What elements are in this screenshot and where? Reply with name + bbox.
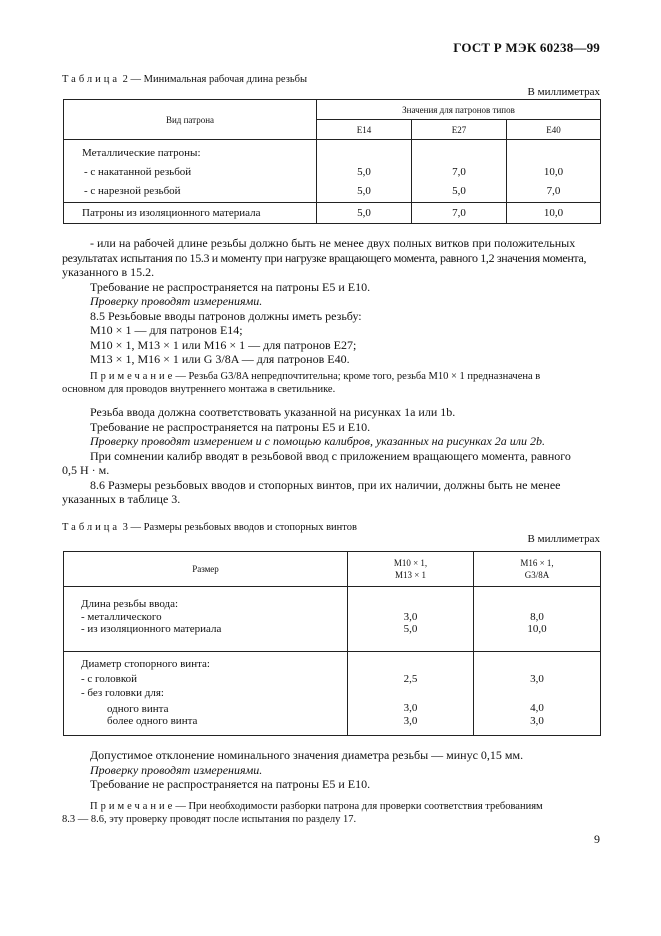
table3-head-col2 [474, 552, 601, 587]
table2-e40-values [507, 140, 601, 203]
note-2 [62, 800, 600, 826]
table2-row-label: - с нарезной резьбой [84, 185, 181, 197]
table3-units: В миллиметрах [527, 533, 600, 545]
table3 [63, 551, 601, 736]
table2-col-e14: E14 [317, 120, 412, 140]
body-block-3 [62, 748, 600, 792]
table2-row-label: - с накатанной резьбой [84, 166, 192, 178]
table3-group2-col1 [348, 652, 474, 736]
page-number: 9 [594, 832, 600, 846]
table2-row-label: Патроны из изоляционного материала [64, 203, 317, 224]
paragraph-line: M10 × 1 — для патронов E14; [90, 323, 243, 337]
table3-row-label: более одного винта [107, 715, 198, 727]
body-block-2 [62, 405, 600, 507]
table3-group2-col2 [474, 652, 601, 736]
table3-caption-text: 3 — Размеры резьбовых вводов и стопорных винтов [122, 522, 357, 533]
table3-cell: 2,5 [403, 672, 418, 685]
table3-group1-col2 [474, 587, 601, 652]
table3-group1-labels [64, 587, 348, 652]
paragraph-line: При сомнении калибр вводят в резьбовой ввод с приложением вращающего момента, равного [90, 448, 571, 463]
note-text: — Резьба G3/8A непредпочтительна; кроме того, резьба M10 × 1 предназначена в [175, 371, 541, 382]
paragraph-line: M10 × 1, M13 × 1 или M16 × 1 — для патронов E27; [90, 337, 357, 352]
table3-head-col2-line: M16 × 1, [520, 558, 554, 568]
paragraph-line: указанного в 15.2. [62, 265, 155, 279]
paragraph-line: - или на рабочей длине резьбы должно быть не менее двух полных витков при положительных [90, 236, 576, 250]
paragraph-line: M13 × 1, M16 × 1 или G 3/8A — для патронов E40. [90, 352, 350, 366]
table3-caption-word: Таблица [62, 522, 121, 533]
table3-row-label: - без головки для: [81, 687, 164, 699]
table2-col-e27: E27 [412, 120, 507, 140]
table3-caption [62, 522, 357, 533]
table2-cell: 7,0 [452, 166, 466, 178]
table2-cell: 7,0 [546, 185, 561, 197]
table3-head-col1-line: M10 × 1, [393, 558, 428, 568]
table2-cell: 5,0 [452, 185, 466, 197]
table2-row-labels [64, 140, 317, 203]
paragraph-line: Требование не распространяется на патроны E5 и E10. [90, 419, 371, 434]
paragraph-line: Проверку проводят измерением и с помощью калибров, указанных на рисунках 2a или 2b. [90, 434, 546, 448]
paragraph-line: указанных в таблице 3. [62, 492, 181, 506]
table2-cell: 10,0 [507, 203, 601, 224]
table3-head-col1-line: M13 × 1 [394, 570, 427, 580]
note-text: основном для проводов внутреннего монтажа в светильнике. [62, 384, 336, 395]
table3-group-title: Длина резьбы ввода: [81, 598, 179, 610]
table3-row-label: одного винта [107, 702, 169, 715]
paragraph-line: Резьба ввода должна соответствовать указанной на рисунках 1a или 1b. [90, 405, 456, 419]
paragraph-line: Проверку проводят измерениями. [90, 762, 263, 777]
table3-cell: 4,0 [530, 702, 544, 714]
document-header: ГОСТ Р МЭК 60238—99 [453, 40, 600, 55]
paragraph-line: Требование не распространяется на патроны E5 и E10. [90, 279, 371, 294]
note-word: Примечание [90, 801, 176, 812]
table2-units: В миллиметрах [527, 86, 600, 98]
note-text: 8.3 — 8.6, эту проверку проводят после испытания по разделу 17. [62, 814, 357, 825]
table3-group2-labels [64, 652, 348, 736]
paragraph-line: Проверку проводят измерениями. [90, 294, 263, 308]
table3-head-size: Размер [64, 552, 348, 587]
table3-cell: 3,0 [403, 610, 418, 623]
body-block-1 [62, 236, 600, 367]
table3-cell: 5,0 [403, 623, 418, 635]
table2-row-label: Металлические патроны: [82, 147, 201, 159]
table3-cell: 3,0 [530, 672, 544, 685]
table3-head-col2-line: G3/8A [524, 570, 550, 580]
table3-row-label: - из изоляционного материала [81, 623, 222, 635]
table3-row-label: - с головкой [81, 672, 137, 685]
table2 [63, 99, 601, 224]
table2-cell: 5,0 [357, 166, 371, 178]
paragraph-line: Требование не распространяется на патроны E5 и E10. [90, 777, 371, 791]
clause-8-6: 8.6 Размеры резьбовых вводов и стопорных винтов, при их наличии, должны быть не менее [90, 477, 561, 492]
table3-row-label: - металлического [81, 610, 162, 623]
table3-group-title: Диаметр стопорного винта: [81, 658, 210, 670]
note-word: Примечание [90, 371, 176, 382]
table2-caption [62, 74, 307, 85]
table3-cell: 10,0 [527, 623, 547, 635]
paragraph-line: Допустимое отклонение номинального значения диаметра резьбы — минус 0,15 мм. [90, 748, 524, 762]
table2-cell: 5,0 [357, 185, 371, 197]
table2-cell: 5,0 [317, 203, 412, 224]
table2-caption-word: Таблица [62, 74, 121, 85]
table3-head-col1 [348, 552, 474, 587]
table3-cell: 8,0 [530, 610, 544, 623]
table2-caption-text: 2 — Минимальная рабочая длина резьбы [122, 74, 308, 85]
note-1 [62, 370, 600, 396]
table2-head-type: Вид патрона [64, 100, 317, 140]
table3-cell: 3,0 [530, 714, 544, 727]
table2-e27-values [412, 140, 507, 203]
table3-cell: 3,0 [403, 714, 418, 727]
table2-e14-values [317, 140, 412, 203]
table3-cell: 3,0 [403, 702, 418, 714]
paragraph-line: 0,5 Н · м. [62, 463, 110, 477]
table2-head-group: Значения для патронов типов [317, 100, 601, 120]
table2-cell: 7,0 [412, 203, 507, 224]
paragraph-line: результатах испытания по 15.3 и моменту при нагрузке вращающего момента, равного 1,2 значения момента, [62, 250, 587, 265]
table2-col-e40: E40 [507, 120, 601, 140]
table2-cell: 10,0 [543, 166, 564, 178]
clause-8-5: 8.5 Резьбовые вводы патронов должны иметь резьбу: [90, 308, 362, 323]
table3-group1-col1 [348, 587, 474, 652]
note-text: — При необходимости разборки патрона для проверки соответствия требованиям [175, 801, 543, 812]
